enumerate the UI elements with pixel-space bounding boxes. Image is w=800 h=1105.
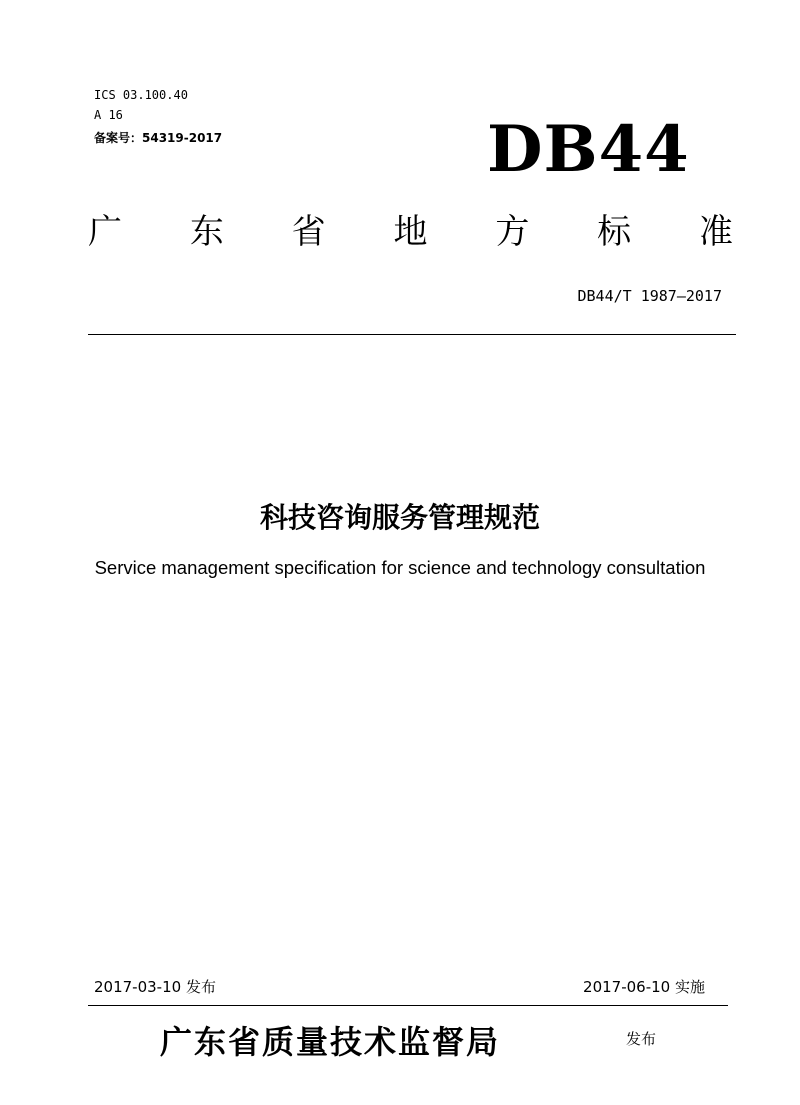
document-title-cn: 科技咨询服务管理规范 — [259, 501, 540, 534]
issuing-authority: 广东省质量技术监督局 — [160, 1023, 501, 1061]
document-title-en: Service management specification for science and technology consultation — [94, 557, 706, 578]
standard-number: DB44/T 1987—2017 — [577, 287, 722, 305]
standard-logo: DB44 — [487, 112, 690, 187]
top-divider — [88, 334, 736, 335]
standard-type-char: 准 — [698, 212, 733, 252]
filing-number: 备案号：54319-2017 — [94, 131, 223, 145]
standard-type-char: 广 — [88, 212, 122, 252]
ics-code: ICS 03.100.40 — [94, 88, 188, 102]
standard-type-char: 方 — [495, 212, 530, 252]
bottom-divider — [88, 1005, 728, 1006]
standard-type-char: 东 — [189, 212, 224, 252]
issue-label: 发布 — [626, 1030, 657, 1048]
release-date: 2017-03-10 发布 — [94, 978, 216, 996]
standard-type-char: 地 — [393, 212, 428, 252]
standard-type-heading — [88, 210, 733, 254]
effective-date: 2017-06-10 实施 — [583, 978, 705, 996]
ccs-code: A 16 — [94, 108, 123, 122]
standard-type-char: 省 — [291, 212, 326, 252]
standard-type-char: 标 — [597, 212, 632, 252]
